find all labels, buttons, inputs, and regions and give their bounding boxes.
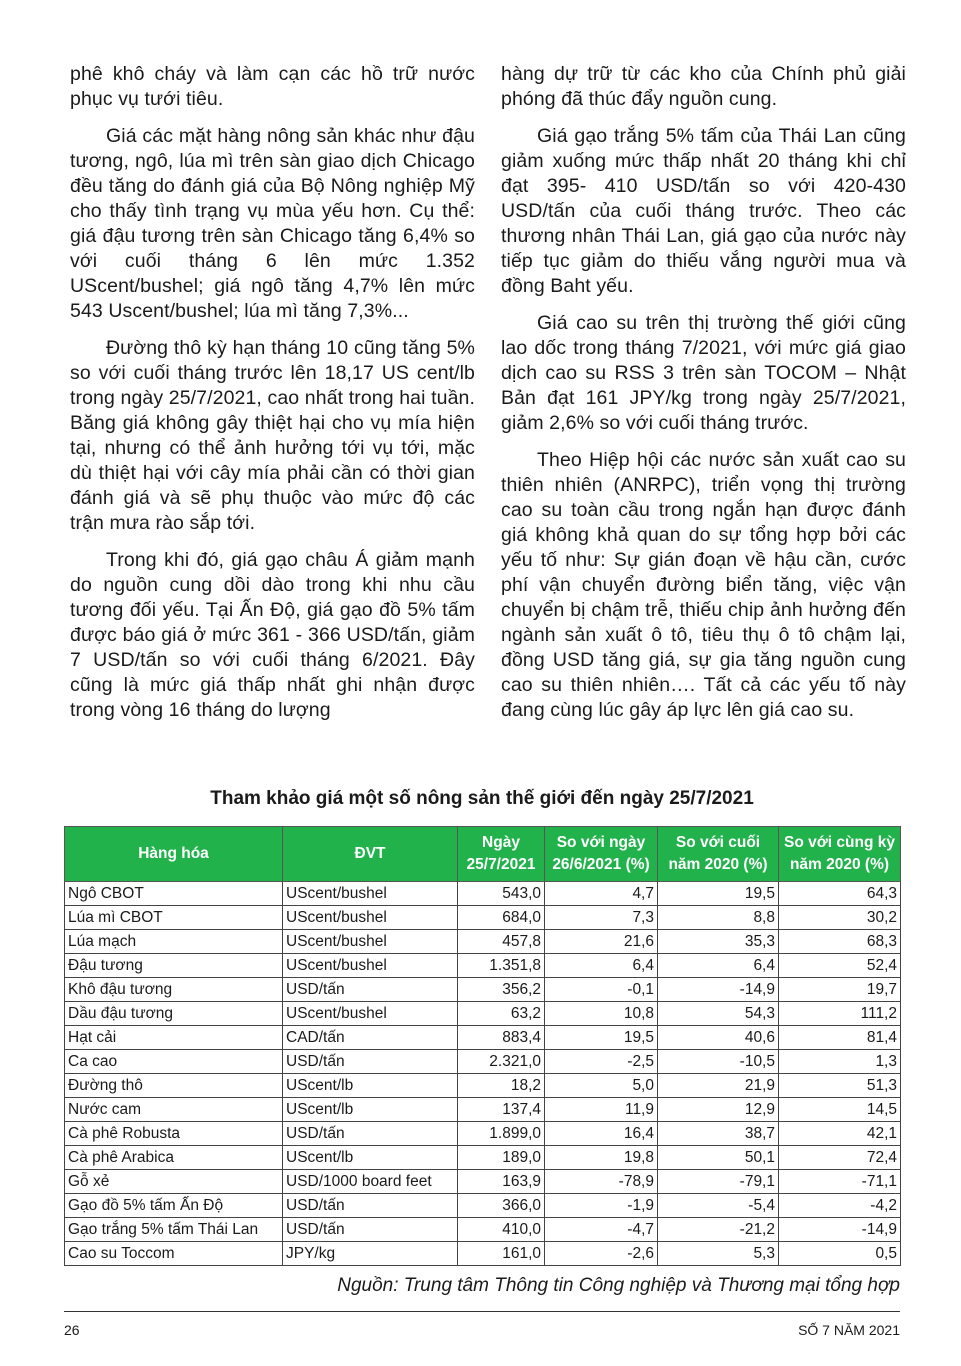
value-cell: -79,1 (658, 1170, 779, 1194)
table-body (65, 882, 901, 1266)
value-cell: 5,0 (545, 1074, 658, 1098)
table-row (65, 1170, 901, 1194)
paragraph: Theo Hiệp hội các nước sản xuất cao su thiên nhiên (ANRPC), triển vọng thị trường cao su toàn cầu trong ngắn hạn được đánh giá không khả quan do sự tổng hợp bởi các yếu tố như: Sự gián đoạn về hậu cần, cước phí vận chuyển đường biển tăng, việc vận chuyển bị chậm trễ, thiếu chip ảnh hưởng đến ngành sản xuất ô tô, tiêu thụ ô tô chậm lại, đồng USD tăng giá, sự gia tăng nguồn cung cao su thiên nhiên…. Tất cả các yếu tố này đang cùng lúc gây áp lực lên giá cao su. (501, 449, 906, 721)
unit-cell: UScent/lb (283, 1074, 458, 1098)
value-cell: 40,6 (658, 1026, 779, 1050)
table-row (65, 1122, 901, 1146)
unit-cell: UScent/lb (283, 1146, 458, 1170)
value-cell: 63,2 (458, 1002, 545, 1026)
value-cell: -21,2 (658, 1218, 779, 1242)
value-cell: -10,5 (658, 1050, 779, 1074)
table-row (65, 1146, 901, 1170)
unit-cell: USD/tấn (283, 1218, 458, 1242)
value-cell: 21,9 (658, 1074, 779, 1098)
value-cell: 42,1 (779, 1122, 901, 1146)
unit-cell: CAD/tấn (283, 1026, 458, 1050)
value-cell: -2,5 (545, 1050, 658, 1074)
commodity-cell: Lúa mì CBOT (65, 906, 283, 930)
unit-cell: USD/tấn (283, 1050, 458, 1074)
value-cell: -1,9 (545, 1194, 658, 1218)
value-cell: 161,0 (458, 1242, 545, 1266)
value-cell: 137,4 (458, 1098, 545, 1122)
paragraph: hàng dự trữ từ các kho của Chính phủ giải phóng đã thúc đẩy nguồn cung. (501, 63, 906, 110)
paragraph: Trong khi đó, giá gạo châu Á giảm mạnh do nguồn cung dồi dào trong khi nhu cầu tương đối yếu. Tại Ấn Độ, giá gạo đồ 5% tấm được báo giá ở mức 361 - 366 USD/tấn, giảm 7 USD/tấn so với cuối tháng 6/2021. Đây cũng là mức giá thấp nhất ghi nhận được trong vòng 16 tháng do lượng (70, 549, 475, 721)
price-table (64, 826, 901, 1266)
value-cell: 4,7 (545, 882, 658, 906)
header-vs-lastyear: So với cùng kỳ năm 2020 (%) (779, 827, 901, 882)
commodity-cell: Gạo trắng 5% tấm Thái Lan (65, 1218, 283, 1242)
table-source: Nguồn: Trung tâm Thông tin Công nghiệp và Thương mại tổng hợp (337, 1275, 900, 1296)
value-cell: -2,6 (545, 1242, 658, 1266)
paragraph: Đường thô kỳ hạn tháng 10 cũng tăng 5% so với cuối tháng trước lên 18,17 US cent/lb trong ngày 25/7/2021, cao nhất trong hai tuần. Băng giá không gây thiệt hại cho vụ mía hiện tại, nhưng có thể ảnh hưởng tới vụ tới, mặc dù thiệt hại với cây mía phải cần có thời gian đánh giá và sẽ phụ thuộc vào mức độ các trận mưa rào sắp tới. (70, 337, 475, 534)
table-row (65, 882, 901, 906)
value-cell: -14,9 (658, 978, 779, 1002)
value-cell: -78,9 (545, 1170, 658, 1194)
value-cell: 111,2 (779, 1002, 901, 1026)
value-cell: 457,8 (458, 930, 545, 954)
header-unit: ĐVT (283, 827, 458, 882)
value-cell: 5,3 (658, 1242, 779, 1266)
value-cell: 35,3 (658, 930, 779, 954)
commodity-cell: Nước cam (65, 1098, 283, 1122)
right-column (501, 62, 906, 735)
value-cell: 11,9 (545, 1098, 658, 1122)
value-cell: 50,1 (658, 1146, 779, 1170)
table-row (65, 954, 901, 978)
value-cell: -4,7 (545, 1218, 658, 1242)
value-cell: 52,4 (779, 954, 901, 978)
paragraph: Giá các mặt hàng nông sản khác như đậu tương, ngô, lúa mì trên sàn giao dịch Chicago đều tăng do đánh giá của Bộ Nông nghiệp Mỹ cho thấy tình trạng vụ mùa yếu hơn. Cụ thể: giá đậu tương trên sàn Chicago tăng 6,4% so với cuối tháng 6 lên mức 1.352 UScent/bushel; giá ngô tăng 4,7% lên mức 543 Uscent/bushel; lúa mì tăng 7,3%... (70, 125, 475, 322)
value-cell: -71,1 (779, 1170, 901, 1194)
value-cell: 163,9 (458, 1170, 545, 1194)
unit-cell: UScent/lb (283, 1098, 458, 1122)
value-cell: 883,4 (458, 1026, 545, 1050)
value-cell: 51,3 (779, 1074, 901, 1098)
table-row (65, 930, 901, 954)
page-number: 26 (64, 1322, 80, 1338)
value-cell: 356,2 (458, 978, 545, 1002)
value-cell: -4,2 (779, 1194, 901, 1218)
header-date-price: Ngày 25/7/2021 (458, 827, 545, 882)
value-cell: 54,3 (658, 1002, 779, 1026)
value-cell: 1.351,8 (458, 954, 545, 978)
value-cell: -5,4 (658, 1194, 779, 1218)
value-cell: 1,3 (779, 1050, 901, 1074)
value-cell: 10,8 (545, 1002, 658, 1026)
value-cell: 19,7 (779, 978, 901, 1002)
table-row (65, 1002, 901, 1026)
commodity-cell: Ca cao (65, 1050, 283, 1074)
table-row (65, 1050, 901, 1074)
value-cell: 684,0 (458, 906, 545, 930)
unit-cell: UScent/bushel (283, 882, 458, 906)
table-row (65, 906, 901, 930)
paragraph: Giá cao su trên thị trường thế giới cũng lao dốc trong tháng 7/2021, với mức giá giao dịch cao su RSS 3 trên sàn TOCOM – Nhật Bản đạt 161 JPY/kg trong ngày 25/7/2021, giảm 2,6% so với cuối tháng trước. (501, 312, 906, 434)
value-cell: 38,7 (658, 1122, 779, 1146)
value-cell: 189,0 (458, 1146, 545, 1170)
commodity-cell: Dầu đậu tương (65, 1002, 283, 1026)
value-cell: 6,4 (545, 954, 658, 978)
paragraph: Giá gạo trắng 5% tấm của Thái Lan cũng giảm xuống mức thấp nhất 20 tháng khi chỉ đạt 395- 410 USD/tấn so với 420-430 USD/tấn của cuối tháng trước. Theo các thương nhân Thái Lan, giá gạo của nước này tiếp tục giảm do thiếu vắng người mua và đồng Baht yếu. (501, 125, 906, 297)
value-cell: 8,8 (658, 906, 779, 930)
unit-cell: USD/tấn (283, 1122, 458, 1146)
value-cell: 0,5 (779, 1242, 901, 1266)
value-cell: 19,8 (545, 1146, 658, 1170)
commodity-cell: Hạt cải (65, 1026, 283, 1050)
value-cell: 543,0 (458, 882, 545, 906)
value-cell: 1.899,0 (458, 1122, 545, 1146)
commodity-cell: Đường thô (65, 1074, 283, 1098)
table-row (65, 1194, 901, 1218)
commodity-cell: Khô đậu tương (65, 978, 283, 1002)
value-cell: 16,4 (545, 1122, 658, 1146)
commodity-cell: Gạo đồ 5% tấm Ấn Độ (65, 1194, 283, 1218)
table-row (65, 978, 901, 1002)
article-body (70, 62, 906, 735)
value-cell: 410,0 (458, 1218, 545, 1242)
table-title: Tham khảo giá một số nông sản thế giới đến ngày 25/7/2021 (210, 788, 754, 809)
unit-cell: USD/tấn (283, 1194, 458, 1218)
value-cell: 19,5 (658, 882, 779, 906)
value-cell: 21,6 (545, 930, 658, 954)
header-vs-yearend: So với cuối năm 2020 (%) (658, 827, 779, 882)
unit-cell: USD/tấn (283, 978, 458, 1002)
value-cell: -0,1 (545, 978, 658, 1002)
table-header-row (65, 827, 901, 882)
paragraph: phê khô cháy và làm cạn các hồ trữ nước phục vụ tưới tiêu. (70, 63, 475, 110)
value-cell: 64,3 (779, 882, 901, 906)
table-row (65, 1026, 901, 1050)
commodity-cell: Cao su Toccom (65, 1242, 283, 1266)
unit-cell: UScent/bushel (283, 906, 458, 930)
unit-cell: JPY/kg (283, 1242, 458, 1266)
value-cell: 18,2 (458, 1074, 545, 1098)
header-commodity: Hàng hóa (65, 827, 283, 882)
value-cell: 6,4 (658, 954, 779, 978)
table-row (65, 1242, 901, 1266)
issue-label: SỐ 7 NĂM 2021 (798, 1322, 900, 1338)
value-cell: 14,5 (779, 1098, 901, 1122)
commodity-cell: Cà phê Robusta (65, 1122, 283, 1146)
table-row (65, 1074, 901, 1098)
commodity-cell: Đậu tương (65, 954, 283, 978)
commodity-cell: Cà phê Arabica (65, 1146, 283, 1170)
value-cell: 2.321,0 (458, 1050, 545, 1074)
footer-divider (64, 1311, 900, 1312)
unit-cell: UScent/bushel (283, 930, 458, 954)
commodity-cell: Ngô CBOT (65, 882, 283, 906)
unit-cell: UScent/bushel (283, 1002, 458, 1026)
header-vs-month: So với ngày 26/6/2021 (%) (545, 827, 658, 882)
value-cell: 30,2 (779, 906, 901, 930)
commodity-cell: Gỗ xẻ (65, 1170, 283, 1194)
value-cell: 72,4 (779, 1146, 901, 1170)
value-cell: 366,0 (458, 1194, 545, 1218)
commodity-cell: Lúa mạch (65, 930, 283, 954)
value-cell: 7,3 (545, 906, 658, 930)
left-column (70, 62, 475, 735)
value-cell: 68,3 (779, 930, 901, 954)
value-cell: 81,4 (779, 1026, 901, 1050)
table-row (65, 1218, 901, 1242)
unit-cell: USD/1000 board feet (283, 1170, 458, 1194)
value-cell: -14,9 (779, 1218, 901, 1242)
value-cell: 12,9 (658, 1098, 779, 1122)
value-cell: 19,5 (545, 1026, 658, 1050)
table-row (65, 1098, 901, 1122)
unit-cell: UScent/bushel (283, 954, 458, 978)
